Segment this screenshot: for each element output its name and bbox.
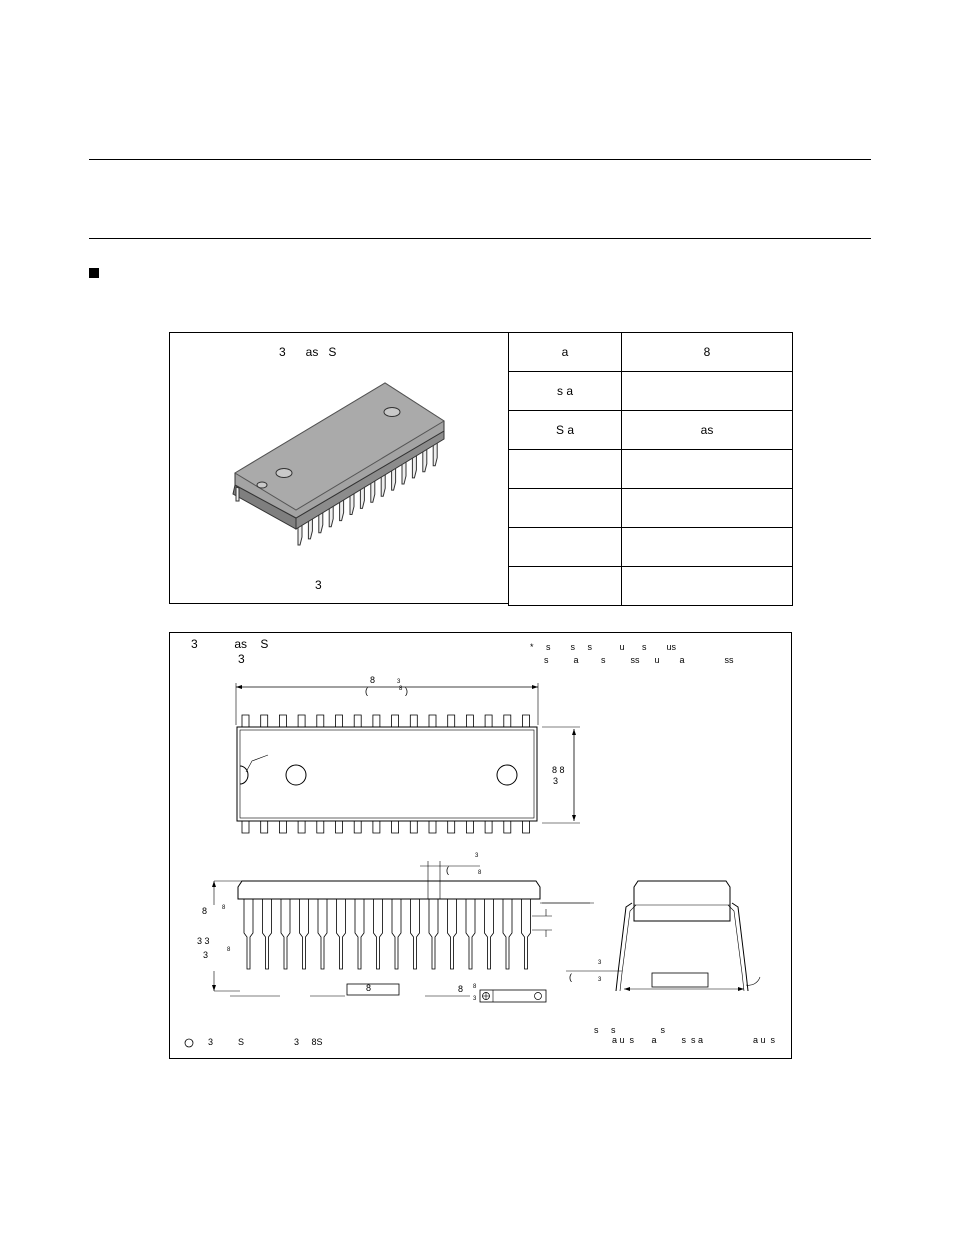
side-view-lead <box>337 899 346 969</box>
package-pin <box>236 487 239 501</box>
left-dim-b: 3 3 <box>197 936 210 946</box>
spec-row <box>509 567 793 606</box>
left-dim-a: 8 <box>202 906 208 916</box>
side-view-lead <box>522 899 531 969</box>
spec-value <box>622 489 793 528</box>
side-view-lead <box>448 899 457 969</box>
side-view-lead <box>281 899 290 969</box>
legend-text: 3 S 3 8S <box>208 1037 323 1047</box>
spec-row <box>509 333 793 372</box>
side-view-lead <box>300 899 309 969</box>
side-sup: 3 <box>598 960 602 966</box>
side-view-lead <box>429 899 438 969</box>
left-dim-a-sup: 8 <box>222 905 226 911</box>
spec-value <box>622 372 793 411</box>
package-illustration <box>170 333 510 605</box>
drawing-subtitle: 3 <box>238 652 245 666</box>
side-view-body <box>238 881 540 899</box>
spec-value <box>622 528 793 567</box>
package-info-box <box>169 332 509 604</box>
spec-key: a <box>509 333 622 372</box>
header-rule-top <box>89 159 871 160</box>
drawing-title: 3 as S <box>191 637 269 651</box>
left-dim-c: 3 <box>203 950 209 960</box>
top-dim-value: 8 <box>370 675 376 685</box>
spec-row <box>509 372 793 411</box>
side-paren: ( <box>569 972 572 982</box>
top-dim-paren-left: ( <box>365 686 368 696</box>
side-view-lead <box>374 899 383 969</box>
spec-key <box>509 489 622 528</box>
side-view-lead <box>466 899 475 969</box>
side-view-lead <box>355 899 364 969</box>
side-view-lead <box>485 899 494 969</box>
side-view-lead <box>318 899 327 969</box>
package-caption: 3 <box>315 578 322 592</box>
spec-value <box>622 567 793 606</box>
pitch-box-label: 8 <box>366 983 372 993</box>
side-view-lead <box>263 899 272 969</box>
footnote-1: s s s <box>594 1025 666 1035</box>
spec-value: 8 <box>622 333 793 372</box>
footnote-2: a u s a s s a a u s <box>612 1035 776 1045</box>
side-sup-2: 3 <box>598 977 602 983</box>
top-lead-sup-2: 8 <box>478 870 482 876</box>
lead-dim-label: 8 <box>458 984 464 994</box>
side-view-lead <box>392 899 401 969</box>
left-dim-c-sup: 8 <box>227 947 231 953</box>
square-bullet-icon <box>89 268 99 278</box>
package-dimple-2 <box>276 469 292 478</box>
top-dim-paren-right: ) <box>405 686 408 696</box>
top-dim-sup-1: 3 <box>397 679 401 685</box>
spec-row <box>509 411 793 450</box>
spec-value <box>622 450 793 489</box>
spec-table <box>508 332 793 606</box>
width-dim-value-2: 3 <box>553 776 559 786</box>
width-dim-value: 8 8 <box>552 765 565 775</box>
package-notch <box>257 482 267 488</box>
top-dim-sup-2: 8 <box>399 686 403 692</box>
spec-key <box>509 528 622 567</box>
spec-row <box>509 489 793 528</box>
end-view-body <box>634 881 730 921</box>
lead-dim-sup: 8 <box>473 984 477 990</box>
spec-key: S a <box>509 411 622 450</box>
outline-drawing-box <box>169 632 792 1059</box>
lead-dim-sup-2: 3 <box>473 996 477 1002</box>
side-view-lead <box>411 899 420 969</box>
side-view-drawing <box>170 633 793 1060</box>
drawing-note-2: s a s ss u a ss <box>544 655 734 665</box>
spec-key <box>509 567 622 606</box>
spec-key <box>509 450 622 489</box>
package-title: 3 as S <box>279 345 337 359</box>
spec-key: s a <box>509 372 622 411</box>
spec-row <box>509 528 793 567</box>
drawing-note-1: * s s s u s us <box>530 642 677 652</box>
side-view-lead <box>503 899 512 969</box>
spec-value: as <box>622 411 793 450</box>
circle-icon <box>184 1038 194 1048</box>
header-rule-bottom <box>89 238 871 239</box>
package-dimple-1 <box>384 408 400 417</box>
spec-row <box>509 450 793 489</box>
top-lead-sup: 3 <box>475 853 479 859</box>
end-view-seat <box>652 973 708 987</box>
side-view-lead <box>244 899 253 969</box>
top-lead-paren: ( <box>446 865 449 875</box>
pitch-box <box>347 984 399 995</box>
